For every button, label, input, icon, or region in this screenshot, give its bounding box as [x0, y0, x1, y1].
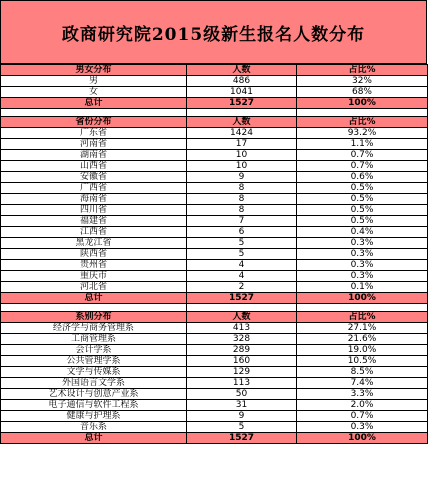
row-label: 广西省: [1, 183, 187, 194]
row-label: 男: [1, 76, 187, 87]
row-label: 陕西省: [1, 249, 187, 260]
row-percent: 0.3%: [297, 238, 428, 249]
row-percent: 0.7%: [297, 411, 428, 422]
row-count: 50: [187, 389, 297, 400]
row-label: 工商管理系: [1, 334, 187, 345]
header-cell: 省份分布: [1, 117, 187, 128]
row-label: 山西省: [1, 161, 187, 172]
table-row: [1, 194, 428, 205]
header-cell: 人数: [187, 117, 297, 128]
table-row: [1, 139, 428, 150]
table-row: [1, 345, 428, 356]
row-count: 1041: [187, 87, 297, 98]
row-count: 31: [187, 400, 297, 411]
row-label: 河南省: [1, 139, 187, 150]
spacer-row: [1, 304, 428, 312]
table-row: [1, 249, 428, 260]
table-row: [1, 378, 428, 389]
header-cell: 系别分布: [1, 312, 187, 323]
table-row: [1, 128, 428, 139]
table-row: [1, 76, 428, 87]
row-label: 外国语言文学系: [1, 378, 187, 389]
row-label: 健康与护理系: [1, 411, 187, 422]
total-percent: 100%: [297, 433, 428, 444]
table-row: [1, 422, 428, 433]
table-row: [1, 282, 428, 293]
row-percent: 0.1%: [297, 282, 428, 293]
total-label: 总计: [1, 98, 187, 109]
row-percent: 0.7%: [297, 161, 428, 172]
row-label: 湖南省: [1, 150, 187, 161]
section-header-gender: [1, 65, 428, 76]
row-percent: 21.6%: [297, 334, 428, 345]
row-count: 9: [187, 172, 297, 183]
row-percent: 27.1%: [297, 323, 428, 334]
row-count: 7: [187, 216, 297, 227]
row-label: 会计学系: [1, 345, 187, 356]
row-label: 文学与传媒系: [1, 367, 187, 378]
row-count: 9: [187, 411, 297, 422]
section-header-province: [1, 117, 428, 128]
row-percent: 0.3%: [297, 260, 428, 271]
header-cell: 人数: [187, 65, 297, 76]
row-count: 8: [187, 205, 297, 216]
row-label: 重庆市: [1, 271, 187, 282]
row-percent: 10.5%: [297, 356, 428, 367]
row-count: 413: [187, 323, 297, 334]
row-label: 音乐系: [1, 422, 187, 433]
table-row: [1, 150, 428, 161]
row-label: 经济学与商务管理系: [1, 323, 187, 334]
row-percent: 0.7%: [297, 150, 428, 161]
row-label: 电子通信与软件工程系: [1, 400, 187, 411]
row-percent: 1.1%: [297, 139, 428, 150]
enrollment-table: [0, 64, 428, 444]
table-row: [1, 411, 428, 422]
row-percent: 0.5%: [297, 183, 428, 194]
table-row: [1, 400, 428, 411]
row-percent: 93.2%: [297, 128, 428, 139]
row-label: 艺术设计与创意产业系: [1, 389, 187, 400]
row-percent: 0.5%: [297, 194, 428, 205]
header-cell: 占比%: [297, 312, 428, 323]
table-row: [1, 87, 428, 98]
row-label: 河北省: [1, 282, 187, 293]
row-count: 8: [187, 183, 297, 194]
total-count: 1527: [187, 433, 297, 444]
total-row: [1, 433, 428, 444]
row-count: 129: [187, 367, 297, 378]
table-row: [1, 227, 428, 238]
section-header-department: [1, 312, 428, 323]
table-row: [1, 183, 428, 194]
row-percent: 0.5%: [297, 216, 428, 227]
row-label: 公共管理学系: [1, 356, 187, 367]
table-row: [1, 323, 428, 334]
row-label: 安徽省: [1, 172, 187, 183]
row-percent: 2.0%: [297, 400, 428, 411]
table-row: [1, 389, 428, 400]
row-count: 10: [187, 150, 297, 161]
header-cell: 占比%: [297, 65, 428, 76]
row-percent: 3.3%: [297, 389, 428, 400]
total-label: 总计: [1, 293, 187, 304]
row-count: 6: [187, 227, 297, 238]
row-count: 5: [187, 422, 297, 433]
page-title: 政商研究院2015级新生报名人数分布: [0, 0, 427, 64]
row-count: 17: [187, 139, 297, 150]
row-count: 10: [187, 161, 297, 172]
row-percent: 19.0%: [297, 345, 428, 356]
total-count: 1527: [187, 98, 297, 109]
table-row: [1, 216, 428, 227]
spacer-row: [1, 109, 428, 117]
row-percent: 68%: [297, 87, 428, 98]
row-percent: 0.6%: [297, 172, 428, 183]
total-count: 1527: [187, 293, 297, 304]
table-row: [1, 260, 428, 271]
row-label: 福建省: [1, 216, 187, 227]
row-count: 5: [187, 238, 297, 249]
row-count: 1424: [187, 128, 297, 139]
row-percent: 0.3%: [297, 249, 428, 260]
table-row: [1, 205, 428, 216]
total-percent: 100%: [297, 293, 428, 304]
row-percent: 0.3%: [297, 422, 428, 433]
row-count: 2: [187, 282, 297, 293]
total-row: [1, 98, 428, 109]
row-count: 8: [187, 194, 297, 205]
header-cell: 男女分布: [1, 65, 187, 76]
row-label: 广东省: [1, 128, 187, 139]
row-label: 黑龙江省: [1, 238, 187, 249]
row-count: 4: [187, 271, 297, 282]
row-percent: 0.4%: [297, 227, 428, 238]
row-percent: 7.4%: [297, 378, 428, 389]
row-percent: 8.5%: [297, 367, 428, 378]
table-row: [1, 334, 428, 345]
row-count: 113: [187, 378, 297, 389]
table-row: [1, 238, 428, 249]
row-label: 江西省: [1, 227, 187, 238]
row-percent: 0.5%: [297, 205, 428, 216]
total-label: 总计: [1, 433, 187, 444]
row-count: 160: [187, 356, 297, 367]
table-row: [1, 356, 428, 367]
row-count: 289: [187, 345, 297, 356]
row-count: 4: [187, 260, 297, 271]
row-percent: 32%: [297, 76, 428, 87]
table-row: [1, 172, 428, 183]
row-percent: 0.3%: [297, 271, 428, 282]
table-row: [1, 367, 428, 378]
row-label: 贵州省: [1, 260, 187, 271]
row-label: 女: [1, 87, 187, 98]
row-count: 5: [187, 249, 297, 260]
header-cell: 占比%: [297, 117, 428, 128]
row-count: 328: [187, 334, 297, 345]
total-row: [1, 293, 428, 304]
table-row: [1, 271, 428, 282]
row-label: 四川省: [1, 205, 187, 216]
row-label: 海南省: [1, 194, 187, 205]
row-count: 486: [187, 76, 297, 87]
total-percent: 100%: [297, 98, 428, 109]
table-row: [1, 161, 428, 172]
header-cell: 人数: [187, 312, 297, 323]
